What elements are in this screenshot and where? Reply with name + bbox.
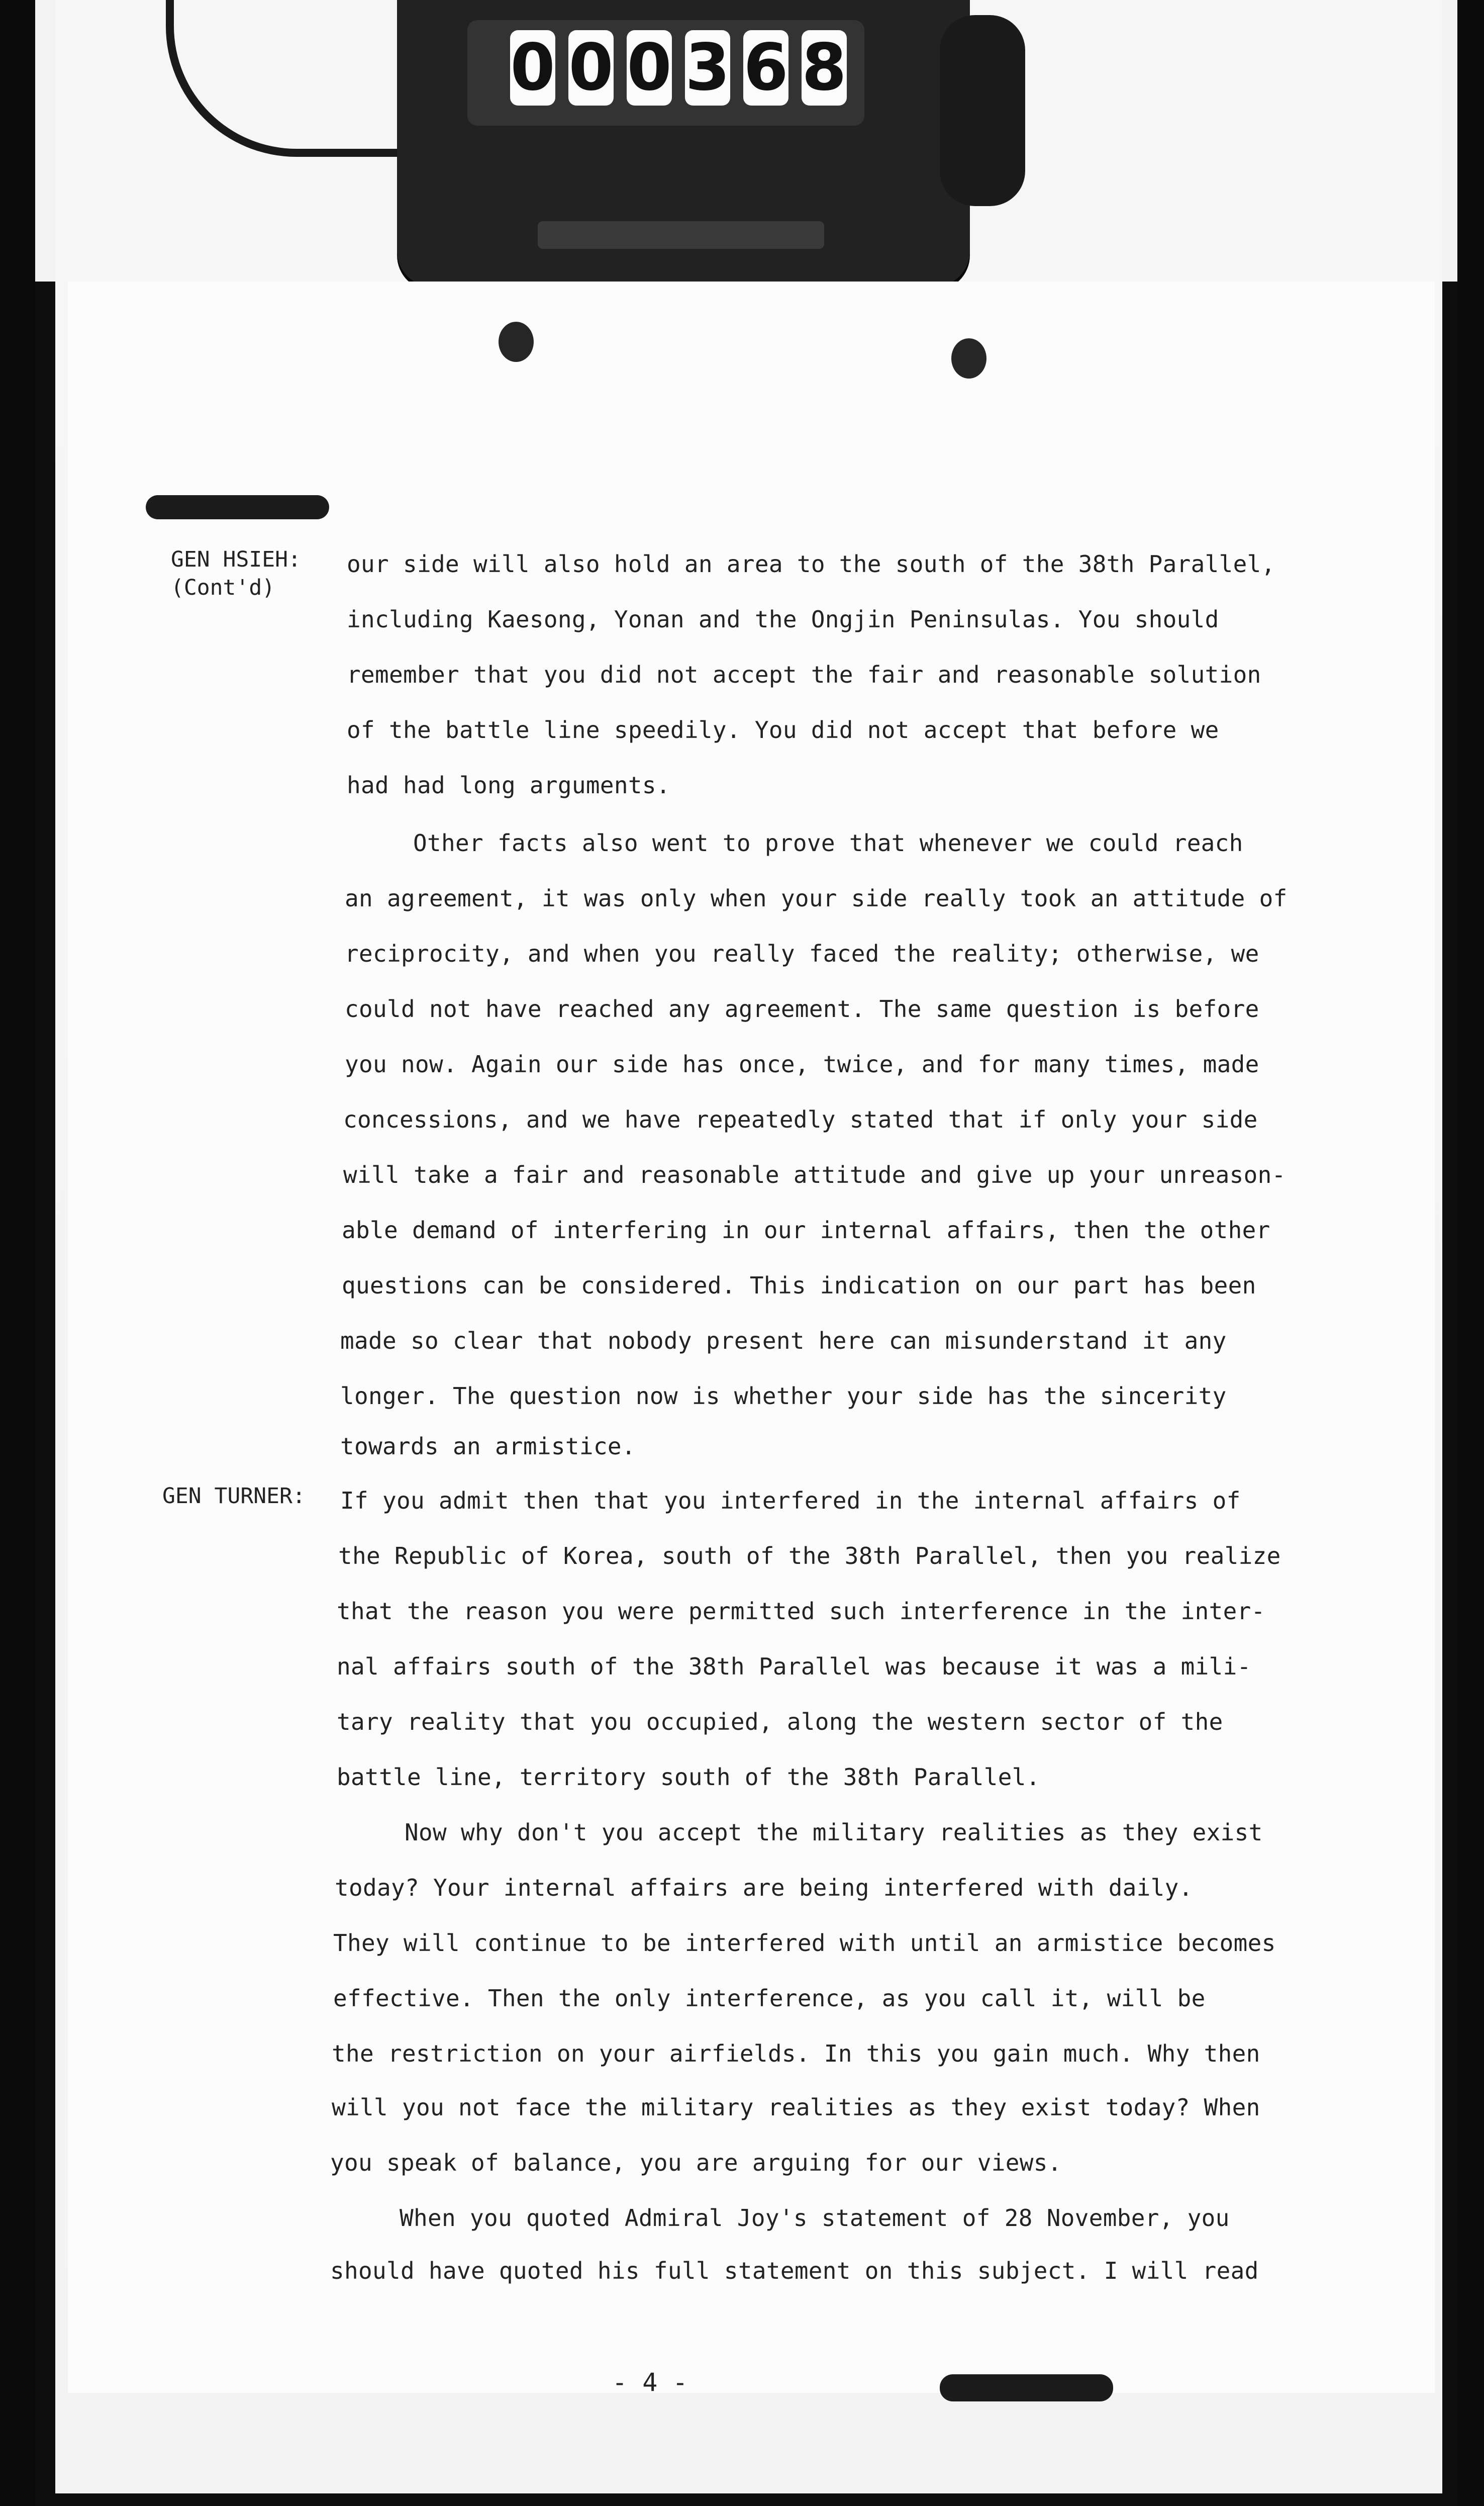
punch-hole	[951, 338, 986, 379]
text-line: remember that you did not accept the fair and reasonable solution	[347, 661, 1261, 688]
text-line: could not have reached any agreement. The same question is before	[345, 995, 1259, 1023]
text-line: will you not face the military realities as they exist today? When	[332, 2094, 1260, 2121]
page-number: - 4 -	[612, 2368, 688, 2397]
redaction-mark	[940, 2374, 1113, 2401]
text-line: made so clear that nobody present here can misunderstand it any	[340, 1327, 1227, 1354]
text-line: will take a fair and reasonable attitude and give up your unreason-	[343, 1161, 1286, 1188]
frame-counter-digits	[510, 30, 847, 106]
text-line: an agreement, it was only when your side really took an attitude of	[345, 885, 1288, 912]
redaction-mark	[146, 495, 329, 519]
text-line: effective. Then the only interference, as you call it, will be	[333, 1985, 1206, 2012]
text-line: When you quoted Admiral Joy's statement of 28 November, you	[400, 2204, 1230, 2232]
text-line: Other facts also went to prove that whenever we could reach	[413, 829, 1243, 857]
speaker-label-hsieh	[171, 545, 301, 602]
text-line: concessions, and we have repeatedly stated that if only your side	[343, 1106, 1258, 1133]
text-line: today? Your internal affairs are being interfered with daily.	[335, 1874, 1193, 1901]
counter-digit: 6	[743, 30, 788, 105]
speaker-name: GEN HSIEH:	[171, 547, 301, 572]
text-line: nal affairs south of the 38th Parallel was because it was a mili-	[337, 1653, 1251, 1680]
text-line: towards an armistice.	[340, 1433, 636, 1460]
counter-digit: 3	[685, 30, 730, 105]
text-line: tary reality that you occupied, along the western sector of the	[337, 1708, 1223, 1735]
text-line: able demand of interfering in our internal affairs, then the other	[342, 1217, 1270, 1244]
text-line: the Republic of Korea, south of the 38th Parallel, then you realize	[338, 1542, 1281, 1569]
text-line: Now why don't you accept the military realities as they exist	[405, 1819, 1263, 1846]
punch-hole	[499, 322, 534, 362]
text-line: including Kaesong, Yonan and the Ongjin Peninsulas. You should	[347, 606, 1219, 633]
text-line: reciprocity, and when you really faced the reality; otherwise, we	[345, 940, 1259, 967]
text-line: battle line, territory south of the 38th Parallel.	[337, 1764, 1040, 1791]
counter-digit: 0	[627, 30, 672, 105]
text-line: you now. Again our side has once, twice, and for many times, made	[345, 1051, 1259, 1078]
text-line: that the reason you were permitted such interference in the inter-	[337, 1598, 1265, 1625]
text-line: If you admit then that you interfered in the internal affairs of	[340, 1487, 1241, 1514]
text-line: They will continue to be interfered with until an armistice becomes	[333, 1929, 1276, 1957]
speaker-label-turner	[162, 1482, 306, 1510]
speaker-continued: (Cont'd)	[171, 575, 275, 600]
text-line: you speak of balance, you are arguing for our views.	[330, 2149, 1062, 2176]
text-line: the restriction on your airfields. In this you gain much. Why then	[332, 2040, 1260, 2067]
counter-digit: 8	[802, 30, 847, 105]
text-line: should have quoted his full statement on this subject. I will read	[330, 2257, 1259, 2284]
text-line: had had long arguments.	[347, 772, 670, 799]
counter-digit: 0	[568, 30, 614, 105]
speaker-name: GEN TURNER:	[162, 1483, 306, 1509]
text-line: our side will also hold an area to the south of the 38th Parallel,	[347, 550, 1275, 578]
text-line: of the battle line speedily. You did not accept that before we	[347, 716, 1219, 744]
counter-knob	[940, 15, 1025, 206]
text-line: longer. The question now is whether your side has the sincerity	[340, 1382, 1227, 1410]
counter-digit: 0	[510, 30, 555, 105]
counter-nameplate	[538, 221, 824, 249]
text-line: questions can be considered. This indication on our part has been	[342, 1272, 1256, 1299]
